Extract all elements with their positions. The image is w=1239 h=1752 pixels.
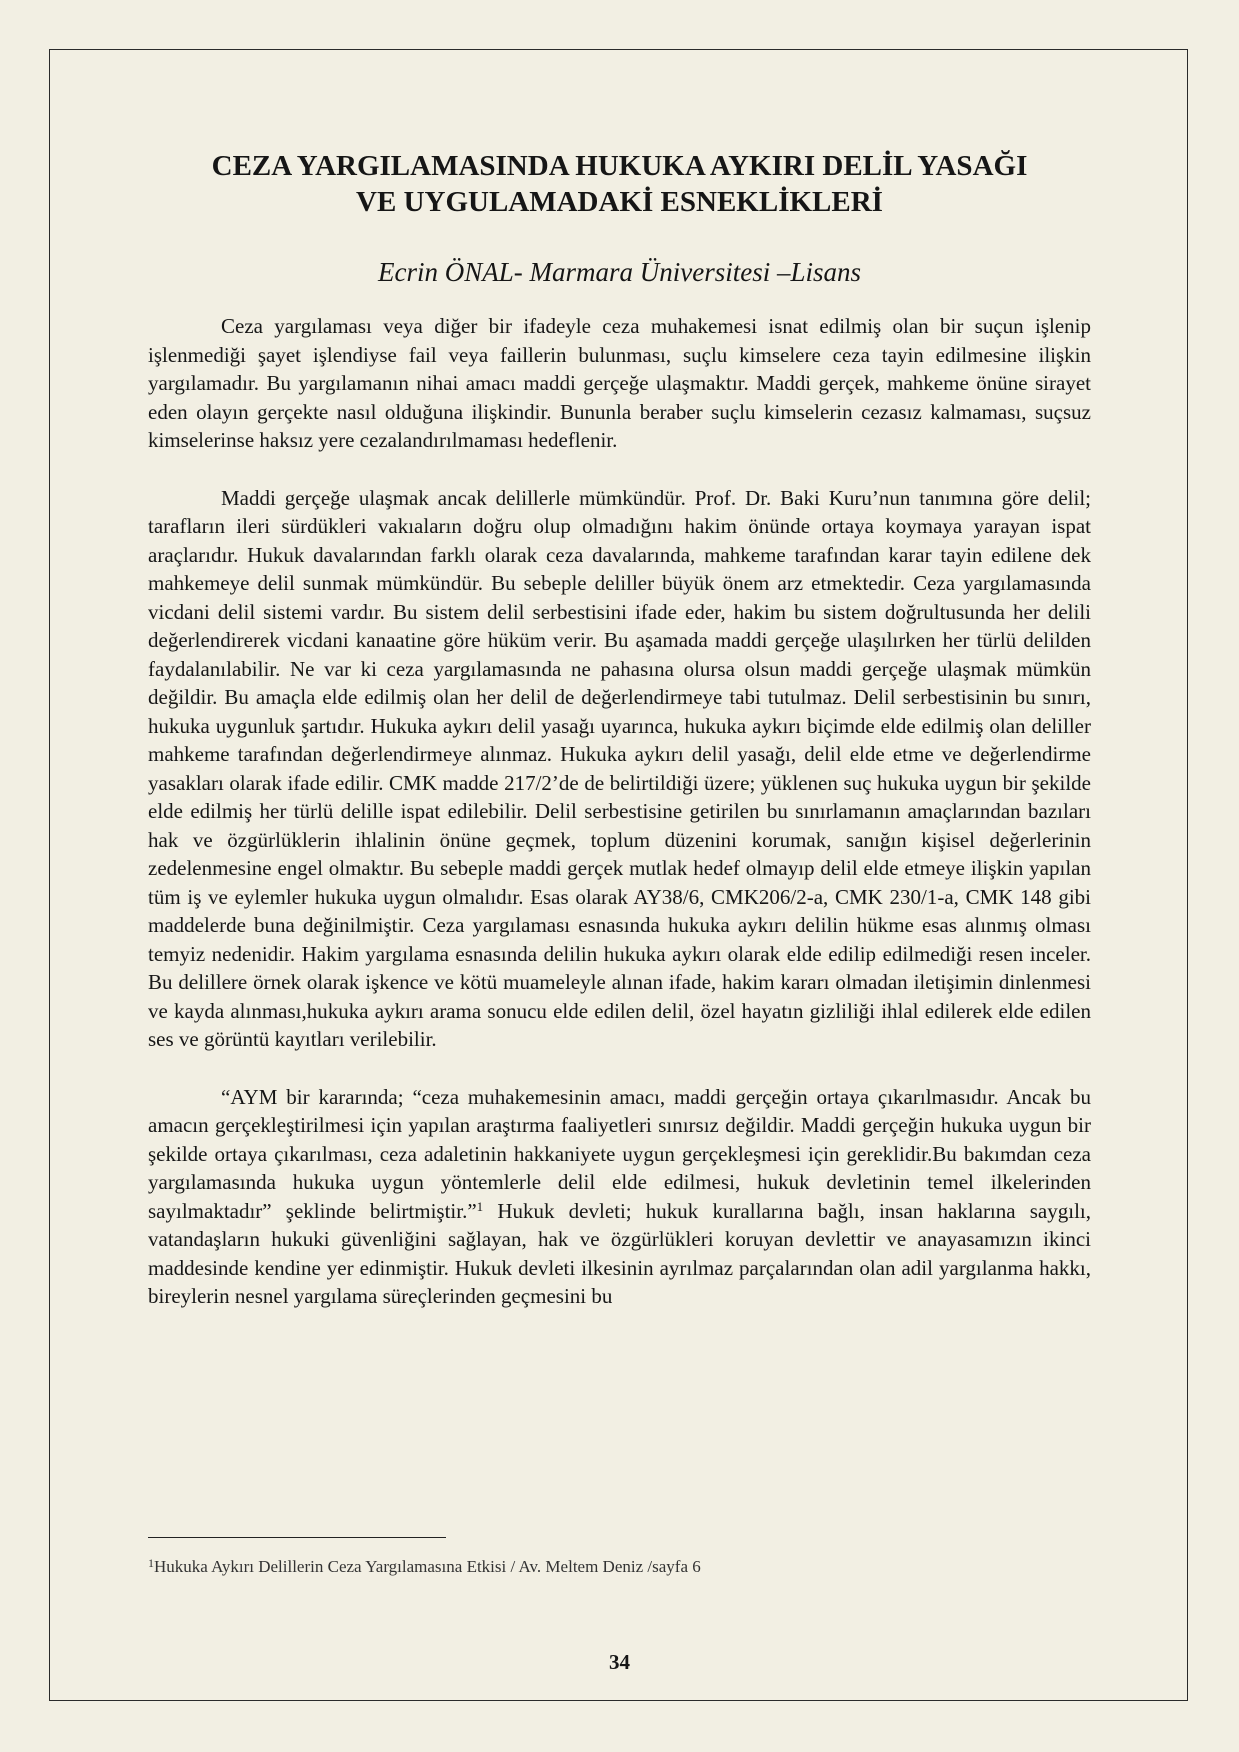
paragraph-1: Ceza yargılaması veya diğer bir ifadeyle ceza muhakemesi isnat edilmiş olan bir suçun işlenip işlenmediği şayet işlendiyse fail veya faillerin bulunması, suçlu kimselere ceza tayin edilmesine ilişkin yargılamadır. Bu yargılamanın nihai amacı maddi gerçeğe ulaşmaktır. Maddi gerçek, mahkeme önüne sirayet eden olayın gerçekte nasıl olduğuna ilişkindir. Bununla beraber suçlu kimselerin cezasız kalmaması, suçsuz kimselerinse haksız yere cezalandırılmaması hedeflenir. <box>148 314 1091 452</box>
footnote-separator <box>148 1537 446 1538</box>
paragraph-2: Maddi gerçeğe ulaşmak ancak delillerle mümkündür. Prof. Dr. Baki Kuru’nun tanımına göre delil; tarafların ileri sürdükleri vakıaların doğru olup olmadığını hakim önünde ortaya koymaya yarayan ispat araçlarıdır. Hukuk davalarından farklı olarak ceza davalarında, mahkeme tarafından karar tayin edilene dek mahkemeye delil sunmak mümkündür. Bu sebeple deliller büyük önem arz etmektedir. Ceza yargılamasında vicdani delil sistemi vardır. Bu sistem delil serbestisini ifade eder, hakim bu sistem doğrultusunda her delili değerlendirerek vicdani kanaatine göre hüküm verir. Bu aşamada maddi gerçeğe ulaşılırken her türlü delilden faydalanılabilir. Ne var ki ceza yargılamasında ne pahasına olursa olsun maddi gerçeğe ulaşmak mümkün değildir. Bu amaçla elde edilmiş olan her delil de değerlendirmeye tabi tutulmaz. Delil serbestisinin bu sınırı, hukuka uygunluk şartıdır. Hukuka aykırı delil yasağı uyarınca, hukuka aykırı biçimde elde edilmiş olan deliller mahkeme tarafından değerlendirmeye alınmaz. Hukuka aykırı delil yasağı, delil elde etme ve değerlendirme yasakları olarak ifade edilir. CMK madde 217/2’de de belirtildiği üzere; yüklenen suç hukuka uygun bir şekilde elde edilmiş her türlü delille ispat edilebilir. Delil serbestisine getirilen bu sınırlamanın amaçlarından bazıları hak ve özgürlüklerin ihlalinin önüne geçmek, toplum düzenini korumak, sanığın kişisel değerlerinin zedelenmesine engel olmaktır. Bu sebeple maddi gerçek mutlak hedef olmayıp delil elde etmeye ilişkin yapılan tüm iş ve eylemler hukuka uygun olmalıdır. Esas olarak AY38/6, CMK206/2-a, CMK 230/1-a, CMK 148 gibi maddelerde buna değinilmiştir. Ceza yargılaması esnasında hukuka aykırı delilin hükme esas alınmış olması temyiz nedenidir. Hakim yargılama esnasında delilin hukuka aykırı olarak elde edilip edilmediği resen inceler. Bu delillere örnek olarak işkence ve kötü muameleyle alınan ifade, hakim kararı olmadan iletişimin dinlenmesi ve kayda alınması,hukuka aykırı arama sonucu elde edilen delil, özel hayatın gizliliği ihlal edilerek elde edilen ses ve görüntü kayıtları verilebilir. <box>148 485 1091 1051</box>
footnote <box>148 1556 701 1578</box>
page-number: 34 <box>609 1650 630 1674</box>
article-body <box>148 312 1091 1340</box>
title-line-2: VE UYGULAMADAKİ ESNEKLİKLERİ <box>356 186 883 218</box>
title-line-1: CEZA YARGILAMASINDA HUKUKA AYKIRI DELİL YASAĞI <box>211 150 1028 182</box>
paragraph-3-text-a: “AYM bir kararında; “ceza muhakemesinin amacı, maddi gerçeğin ortaya çıkarılmasıdır. Ancak bu amacın gerçekleştirilmesi için yapılan araştırma faaliyetleri sınırsız değildir. Maddi gerçeğin hukuka uygun bir şekilde ortaya çıkarılması, ceza adaletinin hakkaniyete uygun gerçekleşmesi için gereklidir.Bu bakımdan ceza yargılamasında hukuka uygun yöntemlerle delil elde edilmesi, hukuk devletinin temel ilkelerinden sayılmaktadır” şeklinde belirtmiştir.” <box>148 1084 1091 1223</box>
footnote-text: Hukuka Aykırı Delillerin Ceza Yargılamasına Etkisi / Av. Meltem Deniz /sayfa 6 <box>154 1557 701 1576</box>
document-title <box>0 148 1239 220</box>
paragraph-3 <box>148 1083 1091 1311</box>
footnote-reference[interactable]: 1 <box>476 1198 484 1214</box>
footnote-mark: 1 <box>148 1556 154 1570</box>
paragraph-3-text-b: Hukuk devleti; hukuk kurallarına bağlı, insan haklarına saygılı, vatandaşların hukuki güvenliğini sağlayan, hak ve özgürlükleri koruyan devlettir ve anayasamızın ikinci maddesinde kendine yer edinmiştir. Hukuk devleti ilkesinin ayrılmaz parçalarından olan adil yargılanma hakkı, bireylerin nesnel yargılama süreçlerinden geçmesini bu <box>148 1198 1091 1308</box>
author-line: Ecrin ÖNAL- Marmara Üniversitesi –Lisans <box>377 257 861 287</box>
